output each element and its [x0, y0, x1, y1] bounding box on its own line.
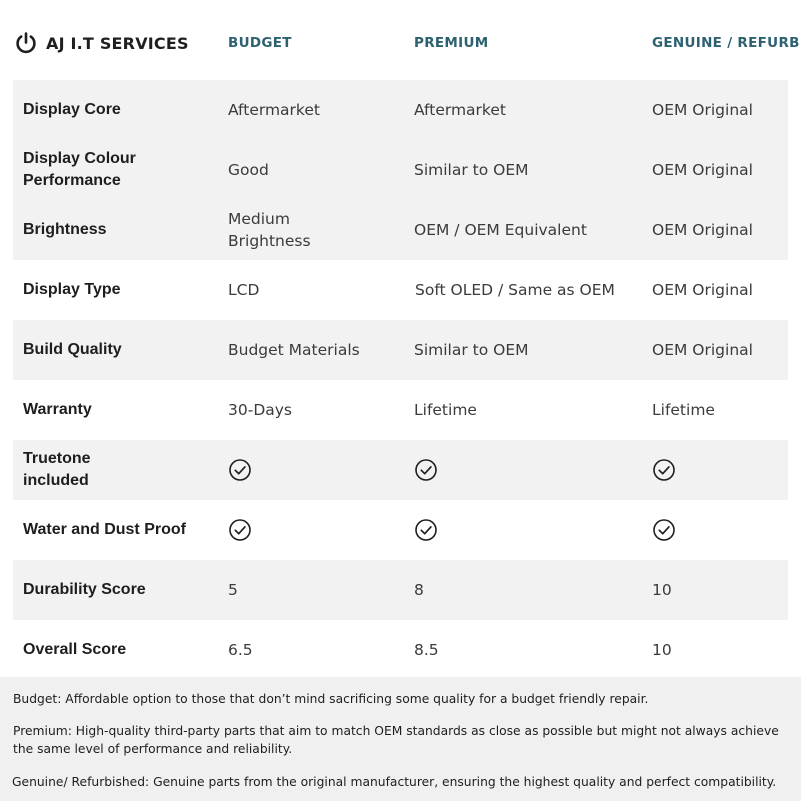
- budget-value: 30-Days: [228, 401, 292, 419]
- premium-value: Lifetime: [414, 401, 477, 419]
- genuine-value: OEM Original: [652, 341, 753, 359]
- budget-value: LCD: [228, 281, 260, 299]
- genuine-value: OEM Original: [652, 281, 753, 299]
- row-label: Truetone included: [23, 450, 91, 489]
- check-circle-icon: [228, 458, 252, 482]
- table-row: [13, 560, 788, 620]
- row-label: Display Colour Performance: [23, 150, 136, 189]
- row-label: Brightness: [23, 221, 107, 238]
- genuine-value: 10: [652, 581, 672, 599]
- premium-value: OEM / OEM Equivalent: [414, 221, 587, 239]
- note-budget: Budget: Affordable option to those that don’t mind sacrificing some quality for a budget friendly repair.: [13, 692, 649, 706]
- genuine-value: OEM Original: [652, 221, 753, 239]
- premium-value: Similar to OEM: [414, 161, 529, 179]
- row-label: Overall Score: [23, 641, 127, 658]
- table-row: [13, 320, 788, 380]
- budget-value: 6.5: [228, 641, 253, 659]
- genuine-value: 10: [652, 641, 672, 659]
- row-label: Display Type: [23, 281, 121, 298]
- budget-value: Aftermarket: [228, 101, 320, 119]
- check-circle-icon: [414, 518, 438, 542]
- table-row: [13, 200, 788, 260]
- row-label: Water and Dust Proof: [23, 521, 186, 538]
- column-header-premium: PREMIUM: [414, 35, 489, 51]
- table-row: [13, 440, 788, 500]
- genuine-value: Lifetime: [652, 401, 715, 419]
- row-label: Display Core: [23, 101, 121, 118]
- column-header-genuine: GENUINE / REFURB: [652, 35, 800, 51]
- premium-value: [414, 500, 644, 560]
- premium-value: 8: [414, 581, 424, 599]
- table-row: [13, 140, 788, 200]
- check-circle-icon: [652, 458, 676, 482]
- genuine-value: [652, 440, 788, 500]
- premium-value: Soft OLED / Same as OEM: [415, 281, 615, 299]
- premium-value: Similar to OEM: [414, 341, 529, 359]
- premium-value: Aftermarket: [414, 101, 506, 119]
- brand: [14, 31, 189, 55]
- budget-value: [228, 500, 408, 560]
- brand-name: AJ I.T SERVICES: [46, 33, 189, 53]
- check-circle-icon: [414, 458, 438, 482]
- row-label: Warranty: [23, 401, 92, 418]
- check-circle-icon: [228, 518, 252, 542]
- premium-value: 8.5: [414, 641, 439, 659]
- note-premium: Premium: High-quality third-party parts that aim to match OEM standards as close as possible but might not always achieve the same level of performance and reliability.: [13, 724, 779, 756]
- table-row: [13, 260, 788, 320]
- table-row: [13, 500, 788, 560]
- row-label: Durability Score: [23, 581, 146, 598]
- check-circle-icon: [652, 518, 676, 542]
- budget-value: [228, 440, 408, 500]
- budget-value: Medium Brightness: [228, 210, 311, 250]
- power-icon: [14, 31, 38, 55]
- genuine-value: OEM Original: [652, 161, 753, 179]
- note-genuine: Genuine/ Refurbished: Genuine parts from the original manufacturer, ensuring the highest quality and perfect compatibility.: [12, 775, 777, 789]
- premium-value: [414, 440, 644, 500]
- header: [0, 0, 801, 80]
- genuine-value: [652, 500, 788, 560]
- table-row: [13, 620, 788, 680]
- row-label: Build Quality: [23, 341, 122, 358]
- genuine-value: OEM Original: [652, 101, 753, 119]
- comparison-table: [13, 80, 788, 680]
- budget-value: 5: [228, 581, 238, 599]
- budget-value: Good: [228, 161, 269, 179]
- notes-section: [0, 677, 801, 801]
- column-header-budget: BUDGET: [228, 35, 292, 51]
- table-row: [13, 380, 788, 440]
- table-row: [13, 80, 788, 140]
- budget-value: Budget Materials: [228, 341, 360, 359]
